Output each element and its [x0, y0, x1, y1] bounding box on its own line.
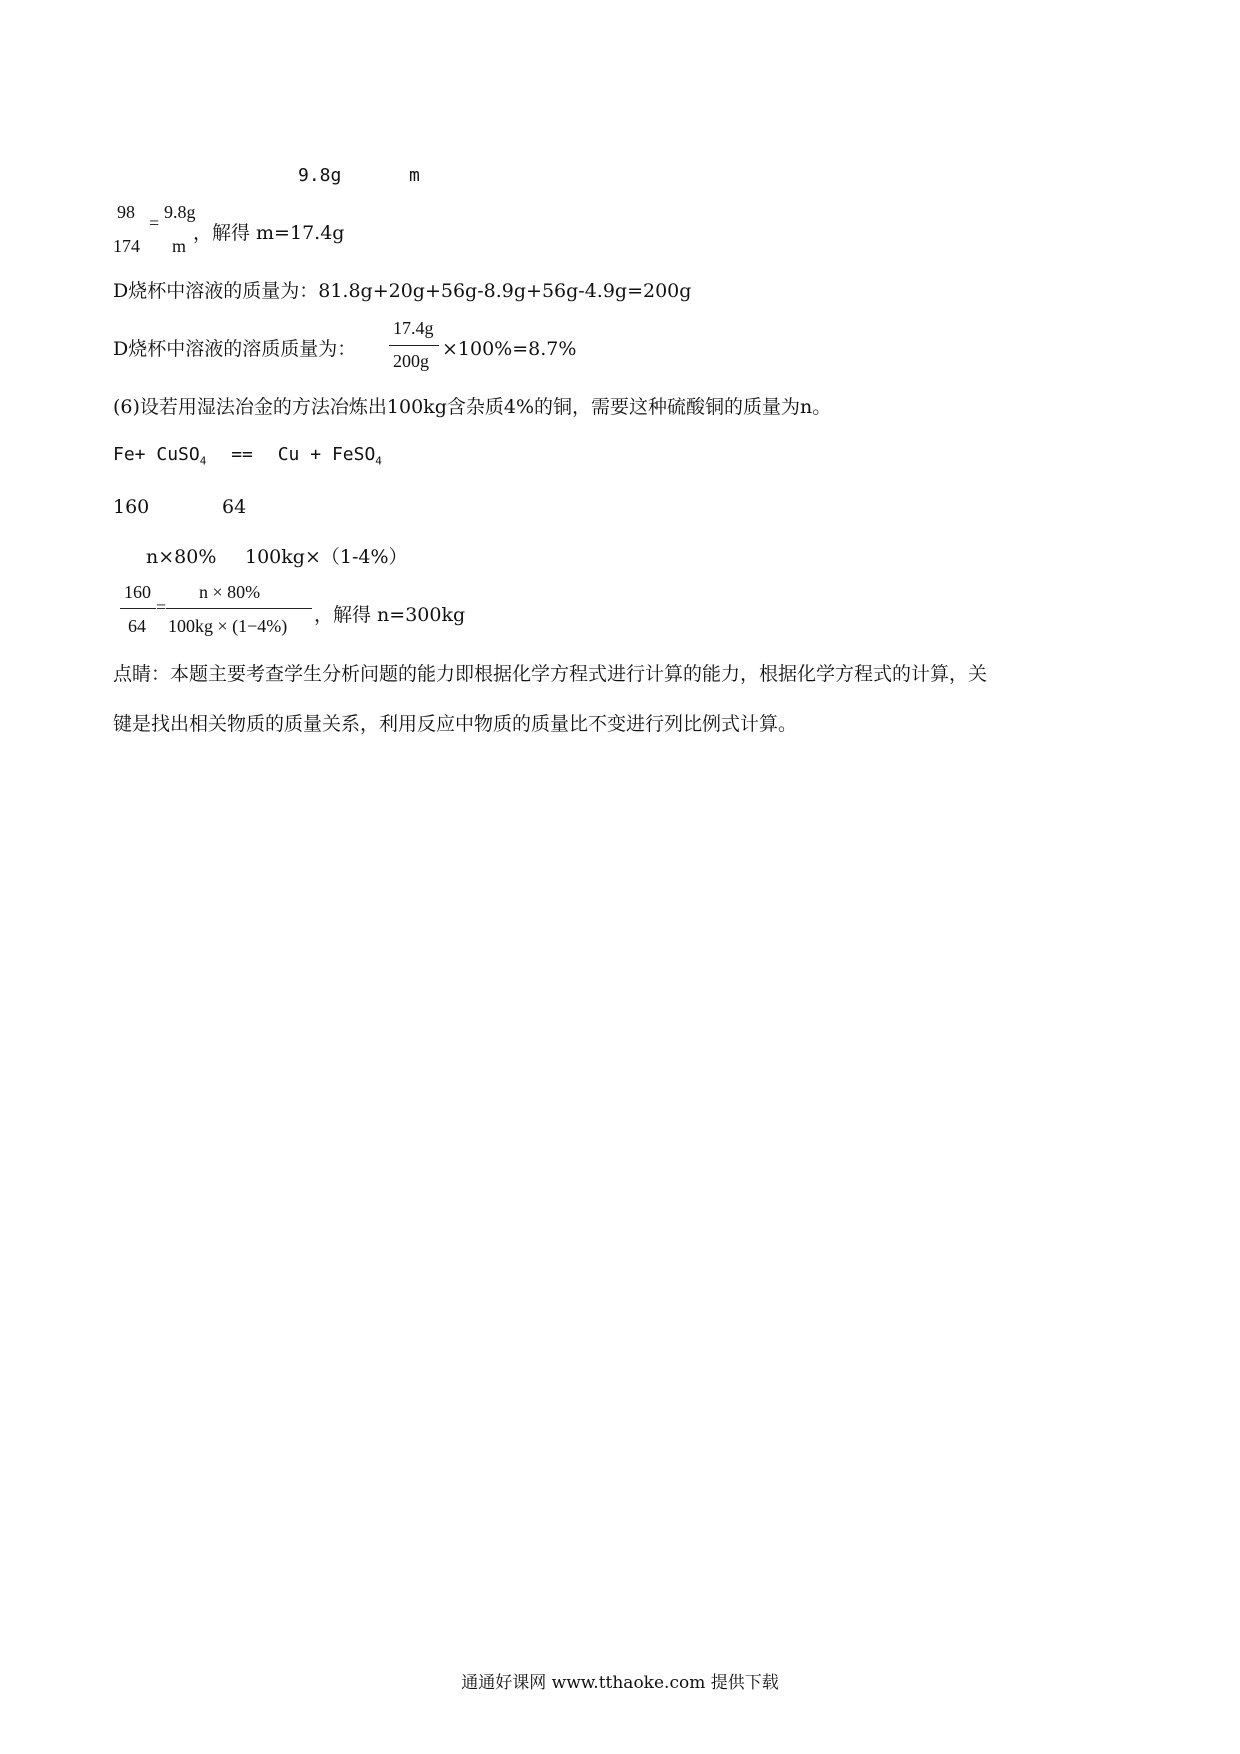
amount-copper: 100kg×（1-4%） — [245, 546, 408, 568]
eq-feso: FeSO — [331, 444, 376, 465]
solute-frac-rest: ×100%=8.7% — [442, 338, 577, 360]
eq-plus: + — [310, 444, 322, 465]
solute-frac-bar — [389, 345, 439, 346]
chemical-equation — [113, 443, 382, 474]
solute-mass-prefix: D烧杯中溶液的溶质质量为： — [113, 338, 357, 360]
ratio1-result: ，解得 m=17.4g — [193, 222, 345, 244]
ratio2-bar-left — [120, 608, 156, 609]
eq-sub4a: 4 — [199, 454, 207, 468]
coeff-160: 160 — [113, 496, 150, 518]
ratio1-den-left: 174 — [113, 236, 140, 256]
comment-line-1: 点睛：本题主要考查学生分析问题的能力即根据化学方程式进行计算的能力，根据化学方程式的计算，关 — [113, 663, 988, 685]
mass-value-b: m — [409, 165, 420, 186]
ratio2-den-left: 64 — [128, 616, 146, 636]
ratio1-num-right: 9.8g — [164, 202, 196, 222]
eq-cuso: CuSO — [156, 444, 200, 465]
ratio2-num-right: n × 80% — [199, 582, 261, 602]
part6-statement: (6)设若用湿法冶金的方法冶炼出100kg含杂质4%的铜，需要这种硫酸铜的质量为n。 — [113, 396, 832, 418]
ratio2-result: ，解得 n=300kg — [314, 604, 466, 626]
ratio1-equals: = — [149, 213, 160, 233]
eq-sub4b: 4 — [375, 454, 382, 468]
solute-frac-num: 17.4g — [393, 318, 434, 338]
eq-equals: == — [231, 444, 253, 465]
solute-frac-den: 200g — [393, 351, 429, 371]
ratio2-num-left: 160 — [124, 582, 151, 602]
eq-cu: Cu — [277, 444, 300, 465]
ratio2-den-right: 100kg × (1−4%) — [168, 616, 288, 636]
coeff-64: 64 — [222, 496, 247, 518]
solution-mass-line: D烧杯中溶液的质量为：81.8g+20g+56g-8.9g+56g-4.9g=200g — [113, 280, 692, 302]
page-footer: 通通好课网 www.tthaoke.com 提供下载 — [461, 1673, 779, 1693]
mass-value-a: 9.8g — [298, 165, 342, 186]
amount-n: n×80% — [146, 546, 217, 568]
ratio1-den-right: m — [172, 236, 187, 256]
comment-line-2: 键是找出相关物质的质量关系，利用反应中物质的质量比不变进行列比例式计算。 — [113, 713, 798, 735]
ratio-equation-2 — [120, 582, 330, 644]
eq-fe: Fe+ — [113, 444, 146, 465]
ratio1-num-left: 98 — [117, 202, 135, 222]
ratio2-bar-right — [166, 608, 312, 609]
ratio2-equals: = — [156, 597, 167, 617]
